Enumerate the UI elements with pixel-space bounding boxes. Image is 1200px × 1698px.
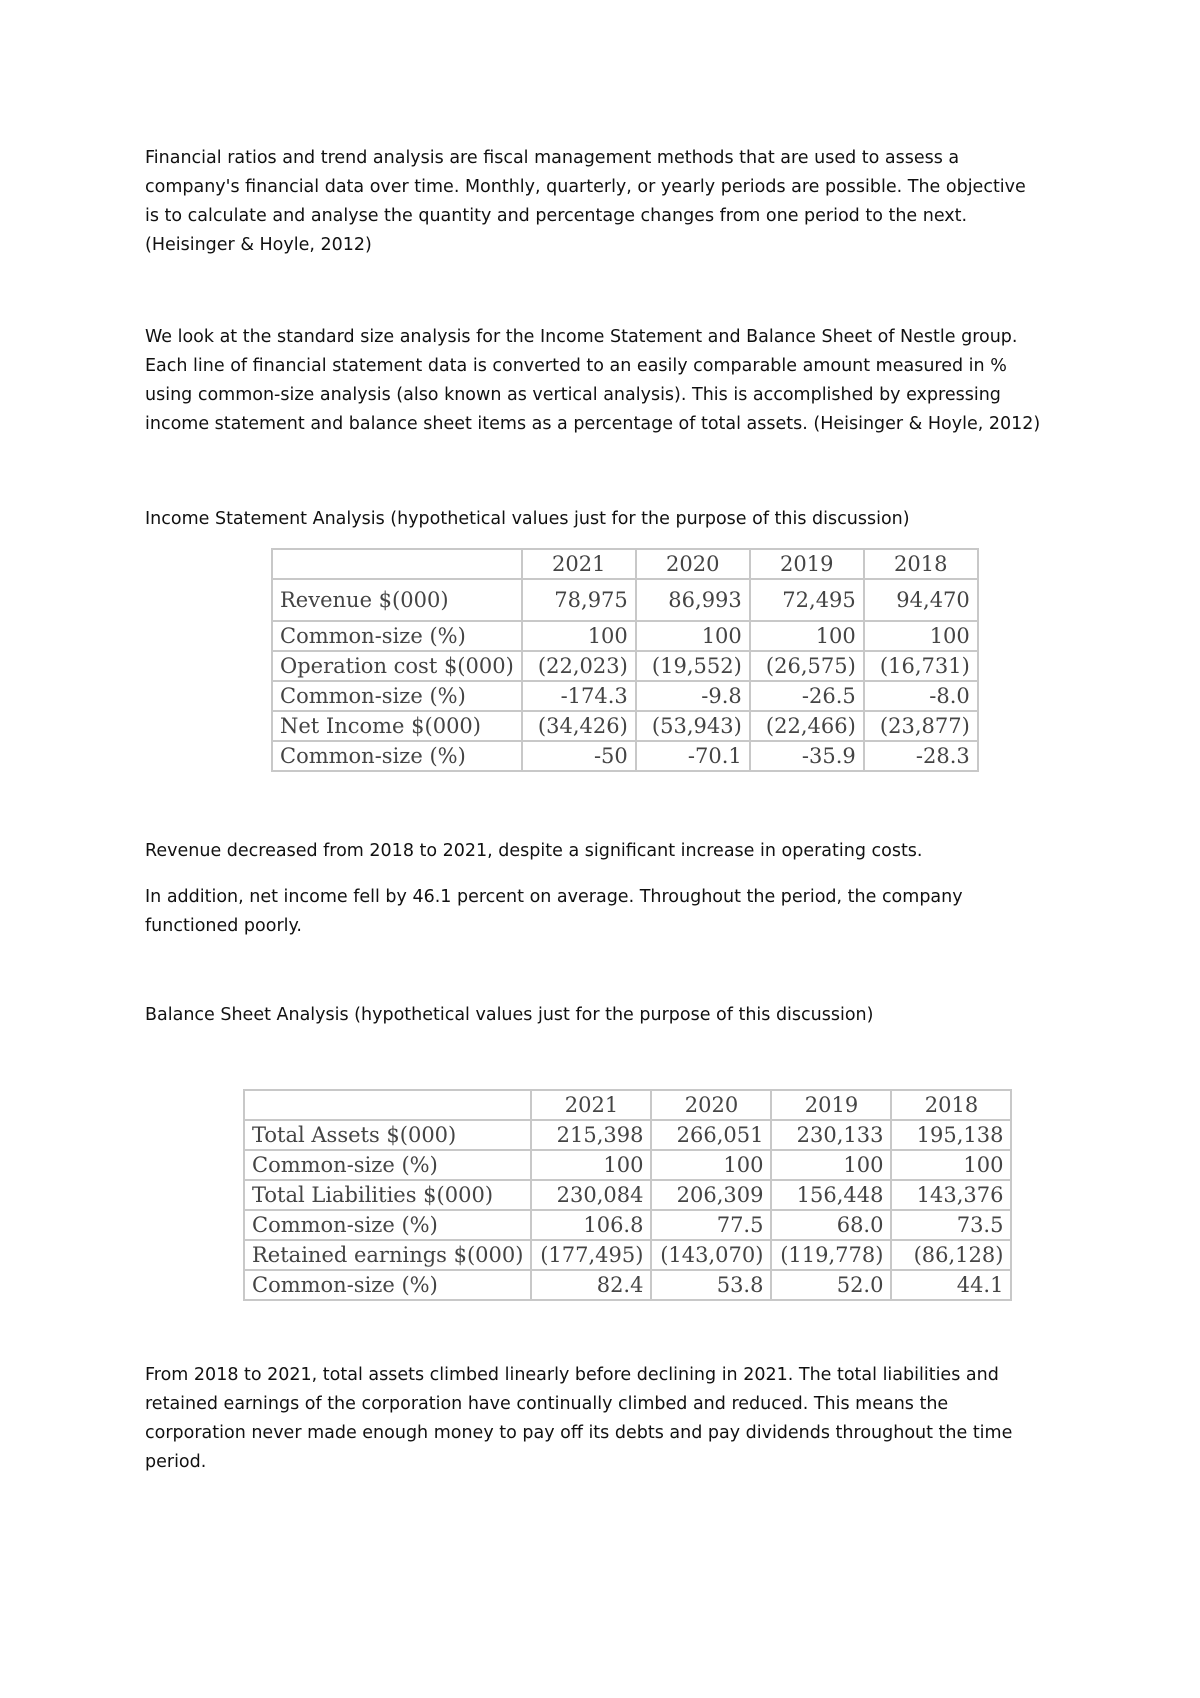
income-statement-heading: Income Statement Analysis (hypothetical values just for the purpose of this discussion) — [145, 509, 910, 529]
table-cell: -9.8 — [636, 681, 750, 711]
table-corner-cell — [244, 1090, 531, 1120]
table-header-row — [272, 549, 978, 579]
year-header: 2019 — [750, 549, 864, 579]
table-cell: 266,051 — [651, 1120, 771, 1150]
table-row — [244, 1120, 1011, 1150]
text-line: (Heisinger & Hoyle, 2012) — [145, 235, 372, 255]
table-cell: 82.4 — [531, 1270, 651, 1300]
text-line: Financial ratios and trend analysis are fiscal management methods that are used to assess a — [145, 148, 960, 168]
text-line: using common-size analysis (also known as vertical analysis). This is accomplished by expressing — [145, 385, 1001, 405]
row-label: Common-size (%) — [272, 621, 522, 651]
table-cell: (19,552) — [636, 651, 750, 681]
table-cell: 100 — [864, 621, 978, 651]
table-cell: (26,575) — [750, 651, 864, 681]
table-cell: 230,084 — [531, 1180, 651, 1210]
table-row — [272, 681, 978, 711]
balance-commentary — [145, 1361, 1075, 1477]
table-row — [272, 651, 978, 681]
row-label: Operation cost $(000) — [272, 651, 522, 681]
table-cell: (119,778) — [771, 1240, 891, 1270]
year-header: 2020 — [636, 549, 750, 579]
row-label: Total Liabilities $(000) — [244, 1180, 531, 1210]
table-cell: -26.5 — [750, 681, 864, 711]
text-line: retained earnings of the corporation have continually climbed and reduced. This means the — [145, 1394, 949, 1414]
table-cell: 100 — [891, 1150, 1011, 1180]
table-cell: 78,975 — [522, 579, 636, 621]
income-statement-table — [271, 548, 979, 772]
text-line: functioned poorly. — [145, 916, 302, 936]
table-row — [244, 1210, 1011, 1240]
table-cell: (34,426) — [522, 711, 636, 741]
table-cell: 206,309 — [651, 1180, 771, 1210]
row-label: Common-size (%) — [272, 681, 522, 711]
table-cell: (86,128) — [891, 1240, 1011, 1270]
table-cell: 68.0 — [771, 1210, 891, 1240]
table-row — [272, 621, 978, 651]
text-line: income statement and balance sheet items as a percentage of total assets. (Heisinger & Hoyle, 2012) — [145, 414, 1041, 434]
table-cell: 100 — [750, 621, 864, 651]
table-cell: 44.1 — [891, 1270, 1011, 1300]
table-cell: 195,138 — [891, 1120, 1011, 1150]
row-label: Common-size (%) — [244, 1150, 531, 1180]
table-cell: (23,877) — [864, 711, 978, 741]
table-cell: 73.5 — [891, 1210, 1011, 1240]
table-cell: (22,466) — [750, 711, 864, 741]
table-cell: 100 — [636, 621, 750, 651]
table-cell: 52.0 — [771, 1270, 891, 1300]
table-cell: 53.8 — [651, 1270, 771, 1300]
row-label: Common-size (%) — [244, 1270, 531, 1300]
common-size-paragraph — [145, 323, 1075, 439]
table-cell: 100 — [522, 621, 636, 651]
text-line: period. — [145, 1452, 207, 1472]
year-header: 2018 — [864, 549, 978, 579]
table-header-row — [244, 1090, 1011, 1120]
table-cell: 100 — [651, 1150, 771, 1180]
table-cell: -35.9 — [750, 741, 864, 771]
table-row — [244, 1150, 1011, 1180]
table-cell: 143,376 — [891, 1180, 1011, 1210]
year-header: 2021 — [531, 1090, 651, 1120]
row-label: Total Assets $(000) — [244, 1120, 531, 1150]
year-header: 2018 — [891, 1090, 1011, 1120]
table-cell: -174.3 — [522, 681, 636, 711]
table-cell: 100 — [771, 1150, 891, 1180]
table-cell: (53,943) — [636, 711, 750, 741]
text-line: corporation never made enough money to pay off its debts and pay dividends throughout the time — [145, 1423, 1013, 1443]
table-row — [272, 711, 978, 741]
text-line: company's financial data over time. Monthly, quarterly, or yearly periods are possible. The objective — [145, 177, 1026, 197]
table-row — [272, 579, 978, 621]
table-cell: 86,993 — [636, 579, 750, 621]
table-cell: -70.1 — [636, 741, 750, 771]
year-header: 2020 — [651, 1090, 771, 1120]
table-cell: (16,731) — [864, 651, 978, 681]
year-header: 2019 — [771, 1090, 891, 1120]
text-line: In addition, net income fell by 46.1 percent on average. Throughout the period, the company — [145, 887, 963, 907]
text-line: is to calculate and analyse the quantity and percentage changes from one period to the next. — [145, 206, 968, 226]
table-cell: -50 — [522, 741, 636, 771]
text-line: From 2018 to 2021, total assets climbed linearly before declining in 2021. The total liabilities and — [145, 1365, 999, 1385]
table-cell: 72,495 — [750, 579, 864, 621]
table-cell: (22,023) — [522, 651, 636, 681]
row-label: Net Income $(000) — [272, 711, 522, 741]
table-cell: 156,448 — [771, 1180, 891, 1210]
table-cell: 94,470 — [864, 579, 978, 621]
table-cell: 215,398 — [531, 1120, 651, 1150]
balance-sheet-heading: Balance Sheet Analysis (hypothetical values just for the purpose of this discussion) — [145, 1005, 874, 1025]
row-label: Revenue $(000) — [272, 579, 522, 621]
row-label: Common-size (%) — [244, 1210, 531, 1240]
row-label: Common-size (%) — [272, 741, 522, 771]
table-cell: (177,495) — [531, 1240, 651, 1270]
text-line: We look at the standard size analysis for the Income Statement and Balance Sheet of Nestle group. — [145, 327, 1018, 347]
table-row — [272, 741, 978, 771]
table-cell: 230,133 — [771, 1120, 891, 1150]
row-label: Retained earnings $(000) — [244, 1240, 531, 1270]
table-corner-cell — [272, 549, 522, 579]
table-row — [244, 1270, 1011, 1300]
table-cell: 100 — [531, 1150, 651, 1180]
table-cell: -8.0 — [864, 681, 978, 711]
income-commentary-2 — [145, 883, 1075, 941]
table-cell: -28.3 — [864, 741, 978, 771]
income-commentary-1: Revenue decreased from 2018 to 2021, despite a significant increase in operating costs. — [145, 841, 923, 861]
table-row — [244, 1180, 1011, 1210]
balance-sheet-table — [243, 1089, 1012, 1301]
table-cell: (143,070) — [651, 1240, 771, 1270]
table-cell: 77.5 — [651, 1210, 771, 1240]
year-header: 2021 — [522, 549, 636, 579]
text-line: Each line of financial statement data is converted to an easily comparable amount measured in % — [145, 356, 1007, 376]
table-row — [244, 1240, 1011, 1270]
table-cell: 106.8 — [531, 1210, 651, 1240]
intro-paragraph — [145, 144, 1075, 260]
